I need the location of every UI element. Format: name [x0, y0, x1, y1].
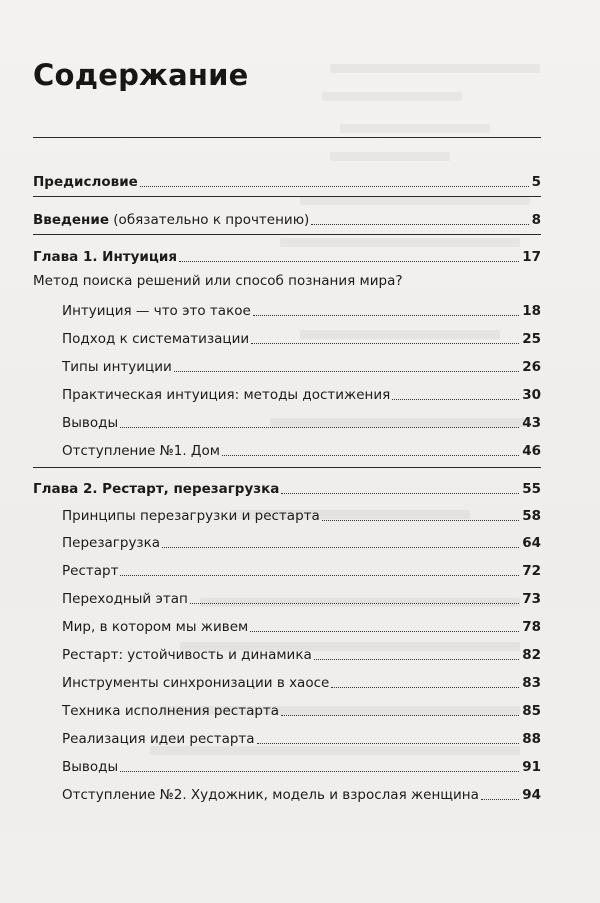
- toc-page-number: 94: [522, 787, 541, 803]
- leader-dots: [281, 492, 519, 494]
- toc-page-number: 72: [522, 563, 541, 579]
- toc-page-number: 8: [531, 212, 541, 228]
- toc-entry-label: Отступление №1. Дом: [62, 443, 220, 459]
- toc-entry-label: Типы интуиции: [62, 359, 172, 375]
- section-divider: [33, 234, 541, 235]
- toc-entry-label: Глава 2. Рестарт, перезагрузка: [33, 481, 280, 497]
- toc-page-number: 82: [522, 647, 541, 663]
- toc-entry-label: Принципы перезагрузки и рестарта: [62, 508, 320, 524]
- toc-entry-chapter-1: [0, 243, 600, 265]
- toc-entry-label: Предисловие: [33, 174, 138, 190]
- toc-entry-label: Глава 1. Интуиция: [33, 249, 178, 265]
- toc-page-number: 5: [531, 174, 541, 190]
- toc-entry: [0, 669, 600, 691]
- leader-dots: [331, 686, 519, 688]
- toc-page-number: 26: [522, 359, 541, 375]
- toc-entry-label: Перезагрузка: [62, 535, 161, 551]
- title-divider: [33, 137, 541, 138]
- toc-entry-label: Рестарт: устойчивость и динамика: [62, 647, 312, 663]
- leader-dots: [481, 798, 519, 800]
- leader-dots: [257, 742, 520, 744]
- toc-entry: [0, 325, 600, 347]
- page-title: Содержание: [33, 58, 249, 92]
- toc-entry: [0, 753, 600, 775]
- toc-entry-label: Рестарт: [62, 563, 119, 579]
- toc-entry-preface: [0, 168, 600, 190]
- leader-dots: [120, 770, 519, 772]
- leader-dots: [251, 342, 519, 344]
- leader-dots: [190, 602, 519, 604]
- leader-dots: [222, 454, 519, 456]
- toc-page-number: 78: [522, 619, 541, 635]
- chapter-1-subtitle: Метод поиска решений или способ познания мира?: [33, 273, 403, 289]
- toc-page-number: 43: [522, 415, 541, 431]
- toc-page-number: 17: [522, 249, 541, 265]
- toc-entry-label: Введение (обязательно к прочтению): [33, 212, 310, 228]
- toc-entry: [0, 381, 600, 403]
- toc-entry: [0, 502, 600, 524]
- toc-entry: [0, 697, 600, 719]
- leader-dots: [314, 658, 519, 660]
- section-divider: [33, 196, 541, 197]
- leader-dots: [120, 574, 519, 576]
- toc-entry-label: Выводы: [62, 759, 119, 775]
- toc-entry-label: Реализация идеи рестарта: [62, 731, 255, 747]
- leader-dots: [250, 630, 519, 632]
- toc-page-number: 83: [522, 675, 541, 691]
- toc-entry-label: Выводы: [62, 415, 119, 431]
- toc-entry-label: Интуиция — что это такое: [62, 303, 251, 319]
- toc-entry-label: Практическая интуиция: методы достижения: [62, 387, 391, 403]
- toc-entry: [0, 437, 600, 459]
- toc-page-number: 46: [522, 443, 541, 459]
- toc-entry: [0, 613, 600, 635]
- toc-entry-label: Мир, в котором мы живем: [62, 619, 249, 635]
- toc-page-number: 30: [522, 387, 541, 403]
- leader-dots: [174, 370, 519, 372]
- toc-page-number: 91: [522, 759, 541, 775]
- toc-entry: [0, 297, 600, 319]
- leader-dots: [120, 426, 519, 428]
- toc-entry-label: Отступление №2. Художник, модель и взрослая женщина: [62, 787, 479, 803]
- toc-entry: [0, 725, 600, 747]
- section-divider: [33, 467, 541, 468]
- leader-dots: [140, 185, 529, 187]
- leader-dots: [281, 714, 519, 716]
- toc-page-number: 58: [522, 508, 541, 524]
- leader-dots: [392, 398, 519, 400]
- bleed-through: [330, 64, 540, 73]
- toc-page-number: 85: [522, 703, 541, 719]
- toc-page-number: 88: [522, 731, 541, 747]
- toc-entry: [0, 781, 600, 803]
- toc-entry-introduction: [0, 206, 600, 228]
- toc-entry: [0, 585, 600, 607]
- toc-entry: [0, 529, 600, 551]
- bleed-through: [322, 92, 462, 101]
- leader-dots: [162, 546, 519, 548]
- toc-entry-label: Подход к систематизации: [62, 331, 250, 347]
- toc-entry: [0, 641, 600, 663]
- leader-dots: [179, 260, 519, 262]
- toc-entry-label: Инструменты синхронизации в хаосе: [62, 675, 330, 691]
- toc-entry: [0, 557, 600, 579]
- leader-dots: [311, 223, 528, 225]
- toc-page-number: 55: [522, 481, 541, 497]
- toc-entry: [0, 409, 600, 431]
- toc-entry-chapter-2: [0, 475, 600, 497]
- toc-page-number: 25: [522, 331, 541, 347]
- leader-dots: [322, 519, 519, 521]
- bleed-through: [330, 152, 450, 161]
- toc-entry-label: Техника исполнения рестарта: [62, 703, 280, 719]
- bleed-through: [300, 196, 530, 205]
- toc-page-number: 18: [522, 303, 541, 319]
- leader-dots: [253, 314, 519, 316]
- toc-page-number: 64: [522, 535, 541, 551]
- toc-entry: [0, 353, 600, 375]
- bleed-through: [340, 124, 490, 133]
- toc-page-number: 73: [522, 591, 541, 607]
- toc-entry-label: Переходный этап: [62, 591, 188, 607]
